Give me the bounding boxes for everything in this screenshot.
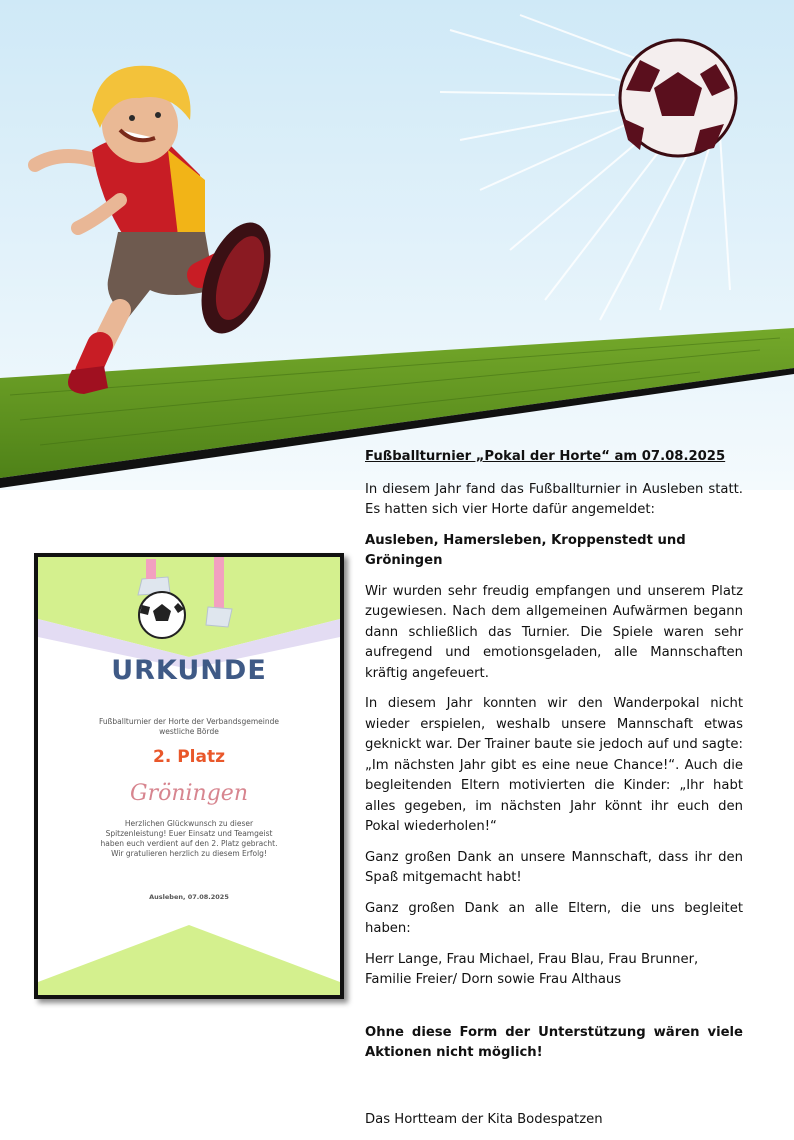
certificate-date: Ausleben, 07.08.2025 [149,893,229,901]
soccer-ball-icon [620,40,736,156]
certificate-place: 2. Platz [153,747,225,767]
article-intro: In diesem Jahr fand das Fußballturnier in Ausleben statt. Es hatten sich vier Horte dafür angemeldet: [365,481,743,517]
certificate-photo [34,553,344,999]
certificate-background [38,557,340,995]
article [365,447,743,1140]
article-thanks-team: Ganz großen Dank an unsere Mannschaft, dass ihr den Spaß mitgemacht habt! [365,849,743,885]
article-parents-list: Herr Lange, Frau Michael, Frau Blau, Frau Brunner, Familie Freier/ Dorn sowie Frau Althaus [365,951,699,987]
article-title: Fußballturnier „Pokal der Horte“ am 07.08.2025 [365,449,726,464]
article-paragraph: Wir wurden sehr freudig empfangen und unserem Platz zugewiesen. Nach dem allgemeinen Aufwärmen begann dann schließlich das Turnier. Die Spiele waren sehr aufregend und emotionsgeladen, alle Mannschaften kräftig angefeuert. [365,583,743,681]
certificate-message: Herzlichen Glückwunsch zu dieser Spitzenleistung! Euer Einsatz und Teamgeist haben euch verdient auf den 2. Platz gebracht. Wir gratulieren herzlich zu diesem Erfolg! [100,819,278,858]
certificate-team-name: Gröningen [130,781,248,806]
certificate-organizer: Fußballturnier der Horte der Verbandsgemeinde westliche Börde [99,717,279,736]
article-teams: Ausleben, Hamersleben, Kroppenstedt und Gröningen [365,532,686,568]
certificate-title: URKUNDE [111,655,267,686]
article-thanks-parents: Ganz großen Dank an alle Eltern, die uns begleitet haben: [365,900,743,936]
article-paragraph: In diesem Jahr konnten wir den Wanderpokal nicht wieder erspielen, weshalb unsere Mannschaft etwas geknickt war. Der Trainer baute sie jedoch auf und sagte: „Im nächsten Jahr gibt es eine neue Chance!“. Auch die begleitenden Eltern motivierten die Kinder: „Ihr habt alles gegeben, im nächsten Jahr könnt ihr euch den Pokal wiederholen!“ [365,696,743,834]
article-signature: Das Hortteam der Kita Bodespatzen [365,1111,603,1127]
article-closing: Ohne diese Form der Unterstützung wären viele Aktionen nicht möglich! [365,1024,743,1060]
hero-illustration [0,0,794,490]
